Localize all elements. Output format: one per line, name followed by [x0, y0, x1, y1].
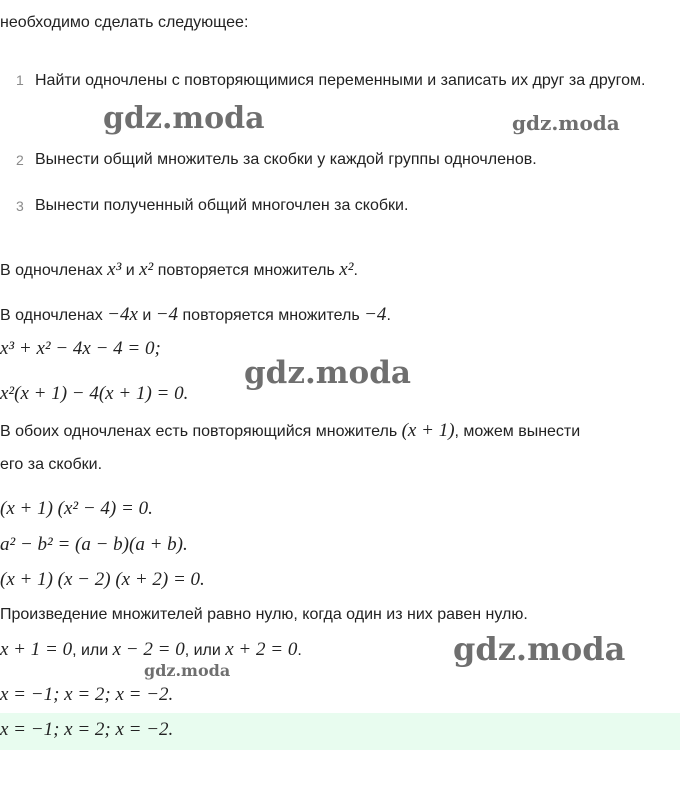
answer-box: [0, 713, 680, 750]
step-text-1: Найти одночлены с повторяющимися переменными и записать их друг за другом.: [35, 72, 646, 89]
watermark-logo: gdz.moda: [103, 101, 265, 136]
step-number-3: 3: [16, 198, 24, 214]
intro-text: необходимо сделать следующее:: [0, 14, 249, 31]
math-inline: x³: [107, 259, 122, 280]
text-line-3-cont: его за скобки.: [0, 456, 103, 473]
equation-2: x²(x + 1) − 4(x + 1) = 0.: [0, 383, 189, 404]
text-line-3: В обоих одночленах есть повторяющийся множитель (x + 1), можем вынести: [0, 420, 581, 441]
equation-5: (x + 1) (x − 2) (x + 2) = 0.: [0, 569, 205, 590]
equation-1: x³ + x² − 4x − 4 = 0;: [0, 338, 161, 359]
step-text-2: Вынести общий множитель за скобки у каждой группы одночленов.: [35, 151, 537, 168]
math-inline: x²: [139, 259, 154, 280]
text-line-1: В одночленах x³ и x² повторяется множитель x².: [0, 259, 358, 280]
math-inline: −4: [364, 304, 387, 325]
math-inline: x + 2 = 0: [225, 639, 298, 660]
watermark-logo: gdz.moda: [244, 355, 411, 391]
equation-6: x = −1; x = 2; x = −2.: [0, 684, 174, 705]
text-line-2: В одночленах −4x и −4 повторяется множитель −4.: [0, 304, 391, 325]
math-inline: x + 1 = 0: [0, 639, 73, 660]
equation-3: (x + 1) (x² − 4) = 0.: [0, 498, 153, 519]
answer-text: x = −1; x = 2; x = −2.: [0, 719, 174, 740]
text-line-4: Произведение множителей равно нулю, когда один из них равен нулю.: [0, 606, 528, 623]
step-number-2: 2: [16, 152, 24, 168]
math-inline: x − 2 = 0: [112, 639, 185, 660]
math-inline: −4x: [107, 304, 138, 325]
watermark-logo: gdz.moda: [453, 630, 626, 668]
math-inline: (x + 1): [401, 420, 455, 441]
math-inline: x²: [339, 259, 354, 280]
watermark-logo: gdz.moda: [144, 661, 231, 680]
watermark-logo: gdz.moda: [512, 111, 620, 135]
equation-4: a² − b² = (a − b)(a + b).: [0, 534, 188, 555]
math-inline: −4: [155, 304, 179, 325]
step-number-1: 1: [16, 72, 24, 88]
text-line-5: x + 1 = 0, или x − 2 = 0, или x + 2 = 0.: [0, 639, 302, 660]
step-text-3: Вынести полученный общий многочлен за скобки.: [35, 197, 409, 214]
